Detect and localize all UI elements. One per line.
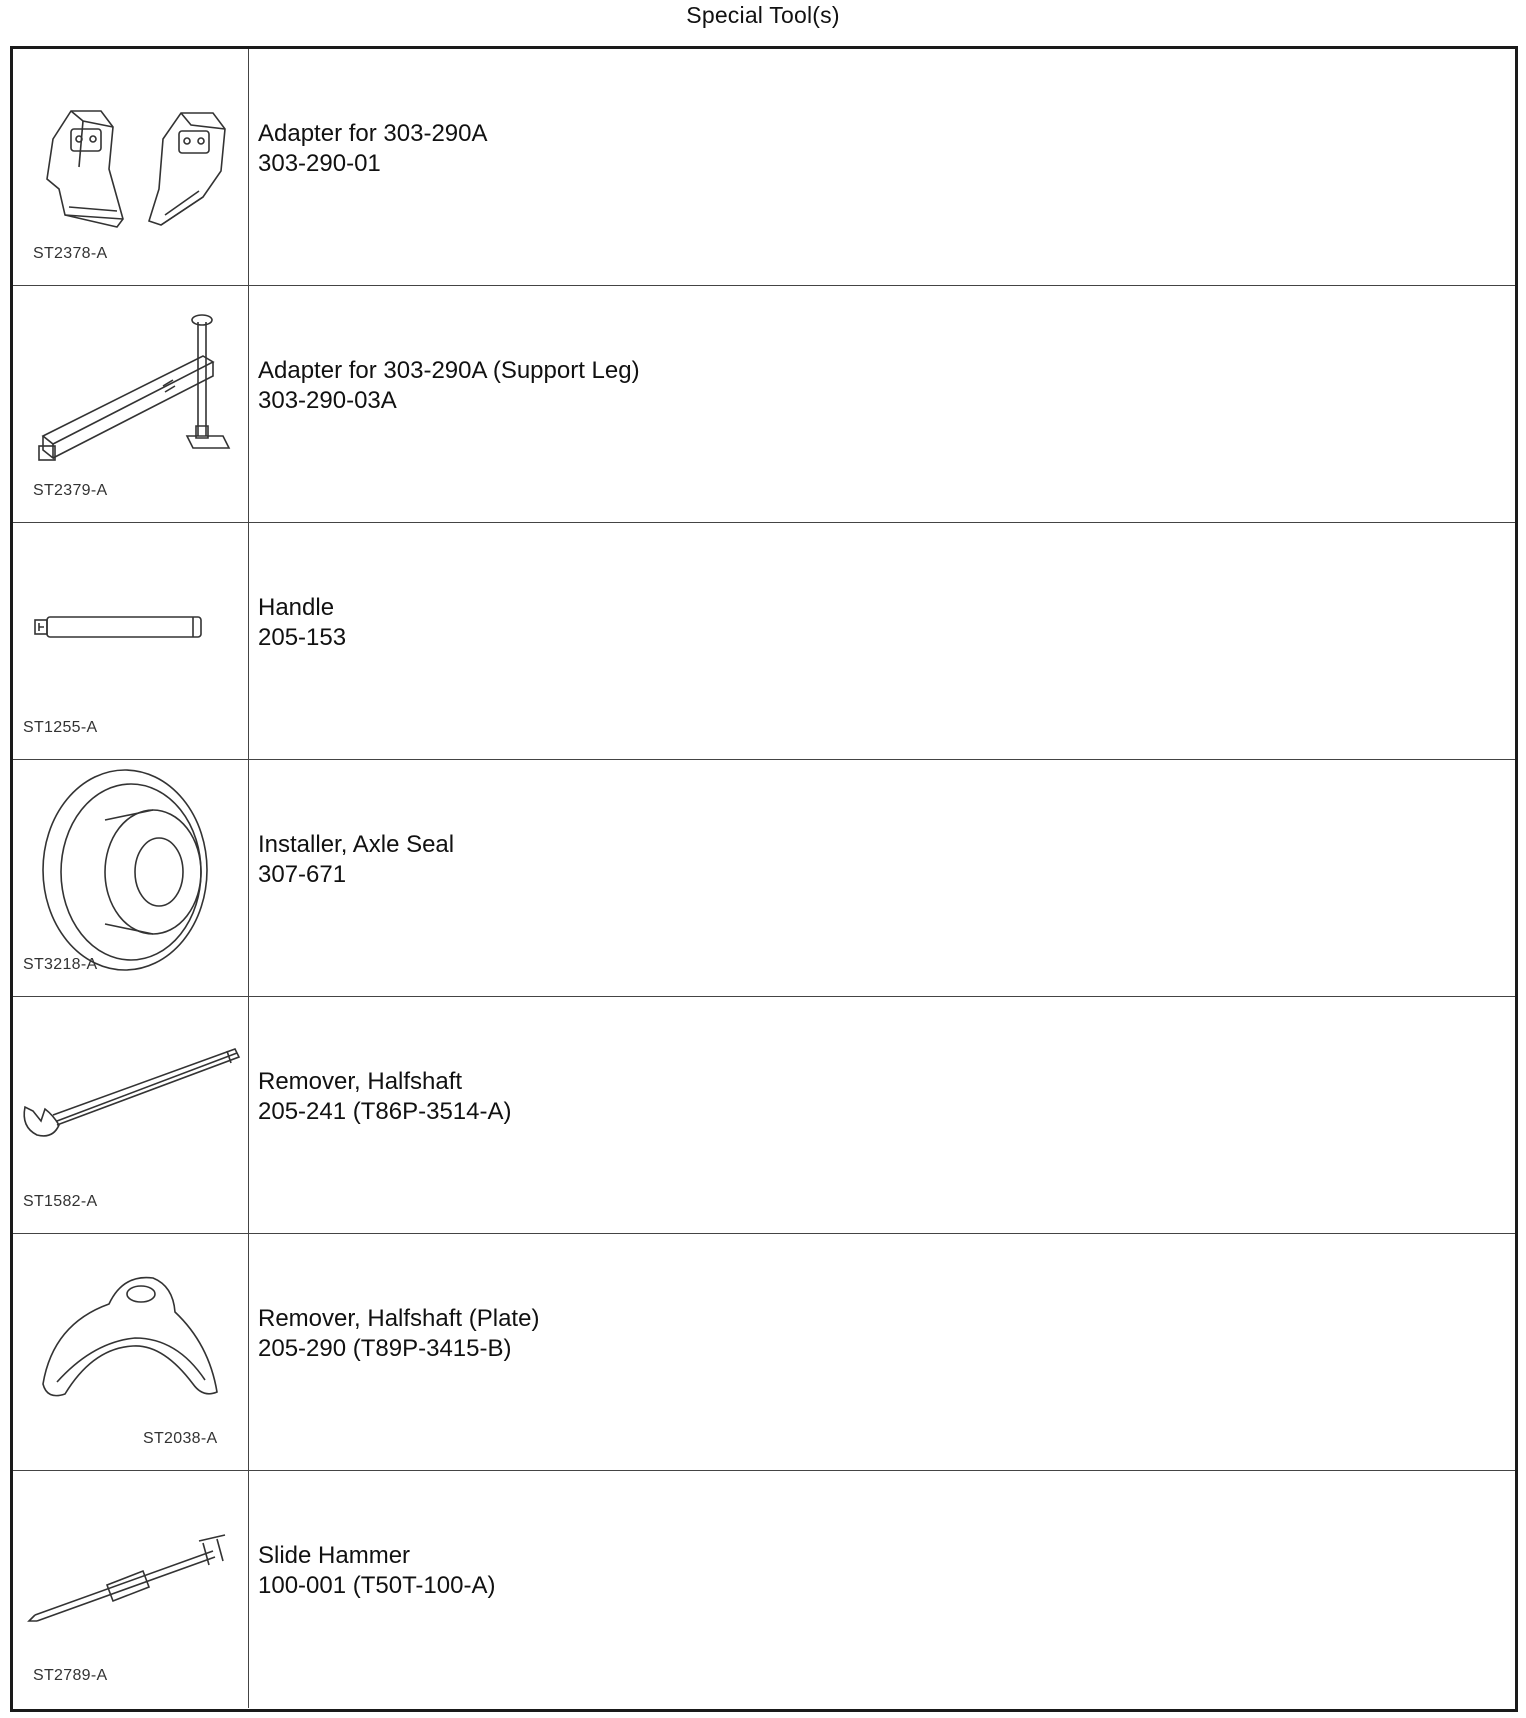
tool-name: Remover, Halfshaft	[258, 1068, 463, 1095]
tool-description	[258, 356, 640, 416]
tool-number: 205-153	[258, 624, 347, 651]
tool-description	[258, 830, 454, 890]
tool-illustration-cell	[13, 523, 249, 759]
tool-number: 205-290 (T89P-3415-B)	[258, 1335, 512, 1362]
tool-code: ST1255-A	[23, 719, 98, 736]
tool-illustration-cell	[13, 997, 249, 1233]
tool-description	[258, 1304, 539, 1364]
tool-description	[258, 1541, 495, 1601]
tool-name: Remover, Halfshaft (Plate)	[258, 1305, 540, 1332]
table-row	[13, 997, 1515, 1234]
tool-code: ST2038-A	[143, 1430, 218, 1447]
tool-number: 205-241 (T86P-3514-A)	[258, 1098, 512, 1125]
tool-number: 100-001 (T50T-100-A)	[258, 1572, 496, 1599]
tool-illustration-cell	[13, 286, 249, 522]
table-row	[13, 760, 1515, 997]
table-row	[13, 49, 1515, 286]
tool-number: 303-290-01	[258, 150, 381, 177]
tool-code: ST1582-A	[23, 1193, 98, 1210]
tool-name: Adapter for 303-290A (Support Leg)	[258, 357, 640, 384]
tool-illustration-cell	[13, 760, 249, 996]
table-row	[13, 523, 1515, 760]
tool-code: ST2378-A	[33, 245, 108, 262]
tool-code: ST2789-A	[33, 1667, 108, 1684]
tool-number: 307-671	[258, 861, 347, 888]
table-row	[13, 1471, 1515, 1708]
special-tools-table	[10, 46, 1518, 1712]
tool-name: Slide Hammer	[258, 1542, 411, 1569]
page-title: Special Tool(s)	[686, 2, 840, 28]
tool-description	[258, 1067, 511, 1127]
tool-description	[258, 593, 346, 653]
tool-name: Adapter for 303-290A	[258, 120, 488, 147]
tool-illustration-cell	[13, 49, 249, 285]
tool-code: ST3218-A	[23, 956, 98, 973]
tool-illustration-cell	[13, 1471, 249, 1708]
tool-illustration-cell	[13, 1234, 249, 1470]
tool-number: 303-290-03A	[258, 387, 397, 414]
tool-name: Handle	[258, 594, 335, 621]
tool-name: Installer, Axle Seal	[258, 831, 455, 858]
table-row	[13, 286, 1515, 523]
tool-code: ST2379-A	[33, 482, 108, 499]
tool-description	[258, 119, 488, 179]
table-row	[13, 1234, 1515, 1471]
